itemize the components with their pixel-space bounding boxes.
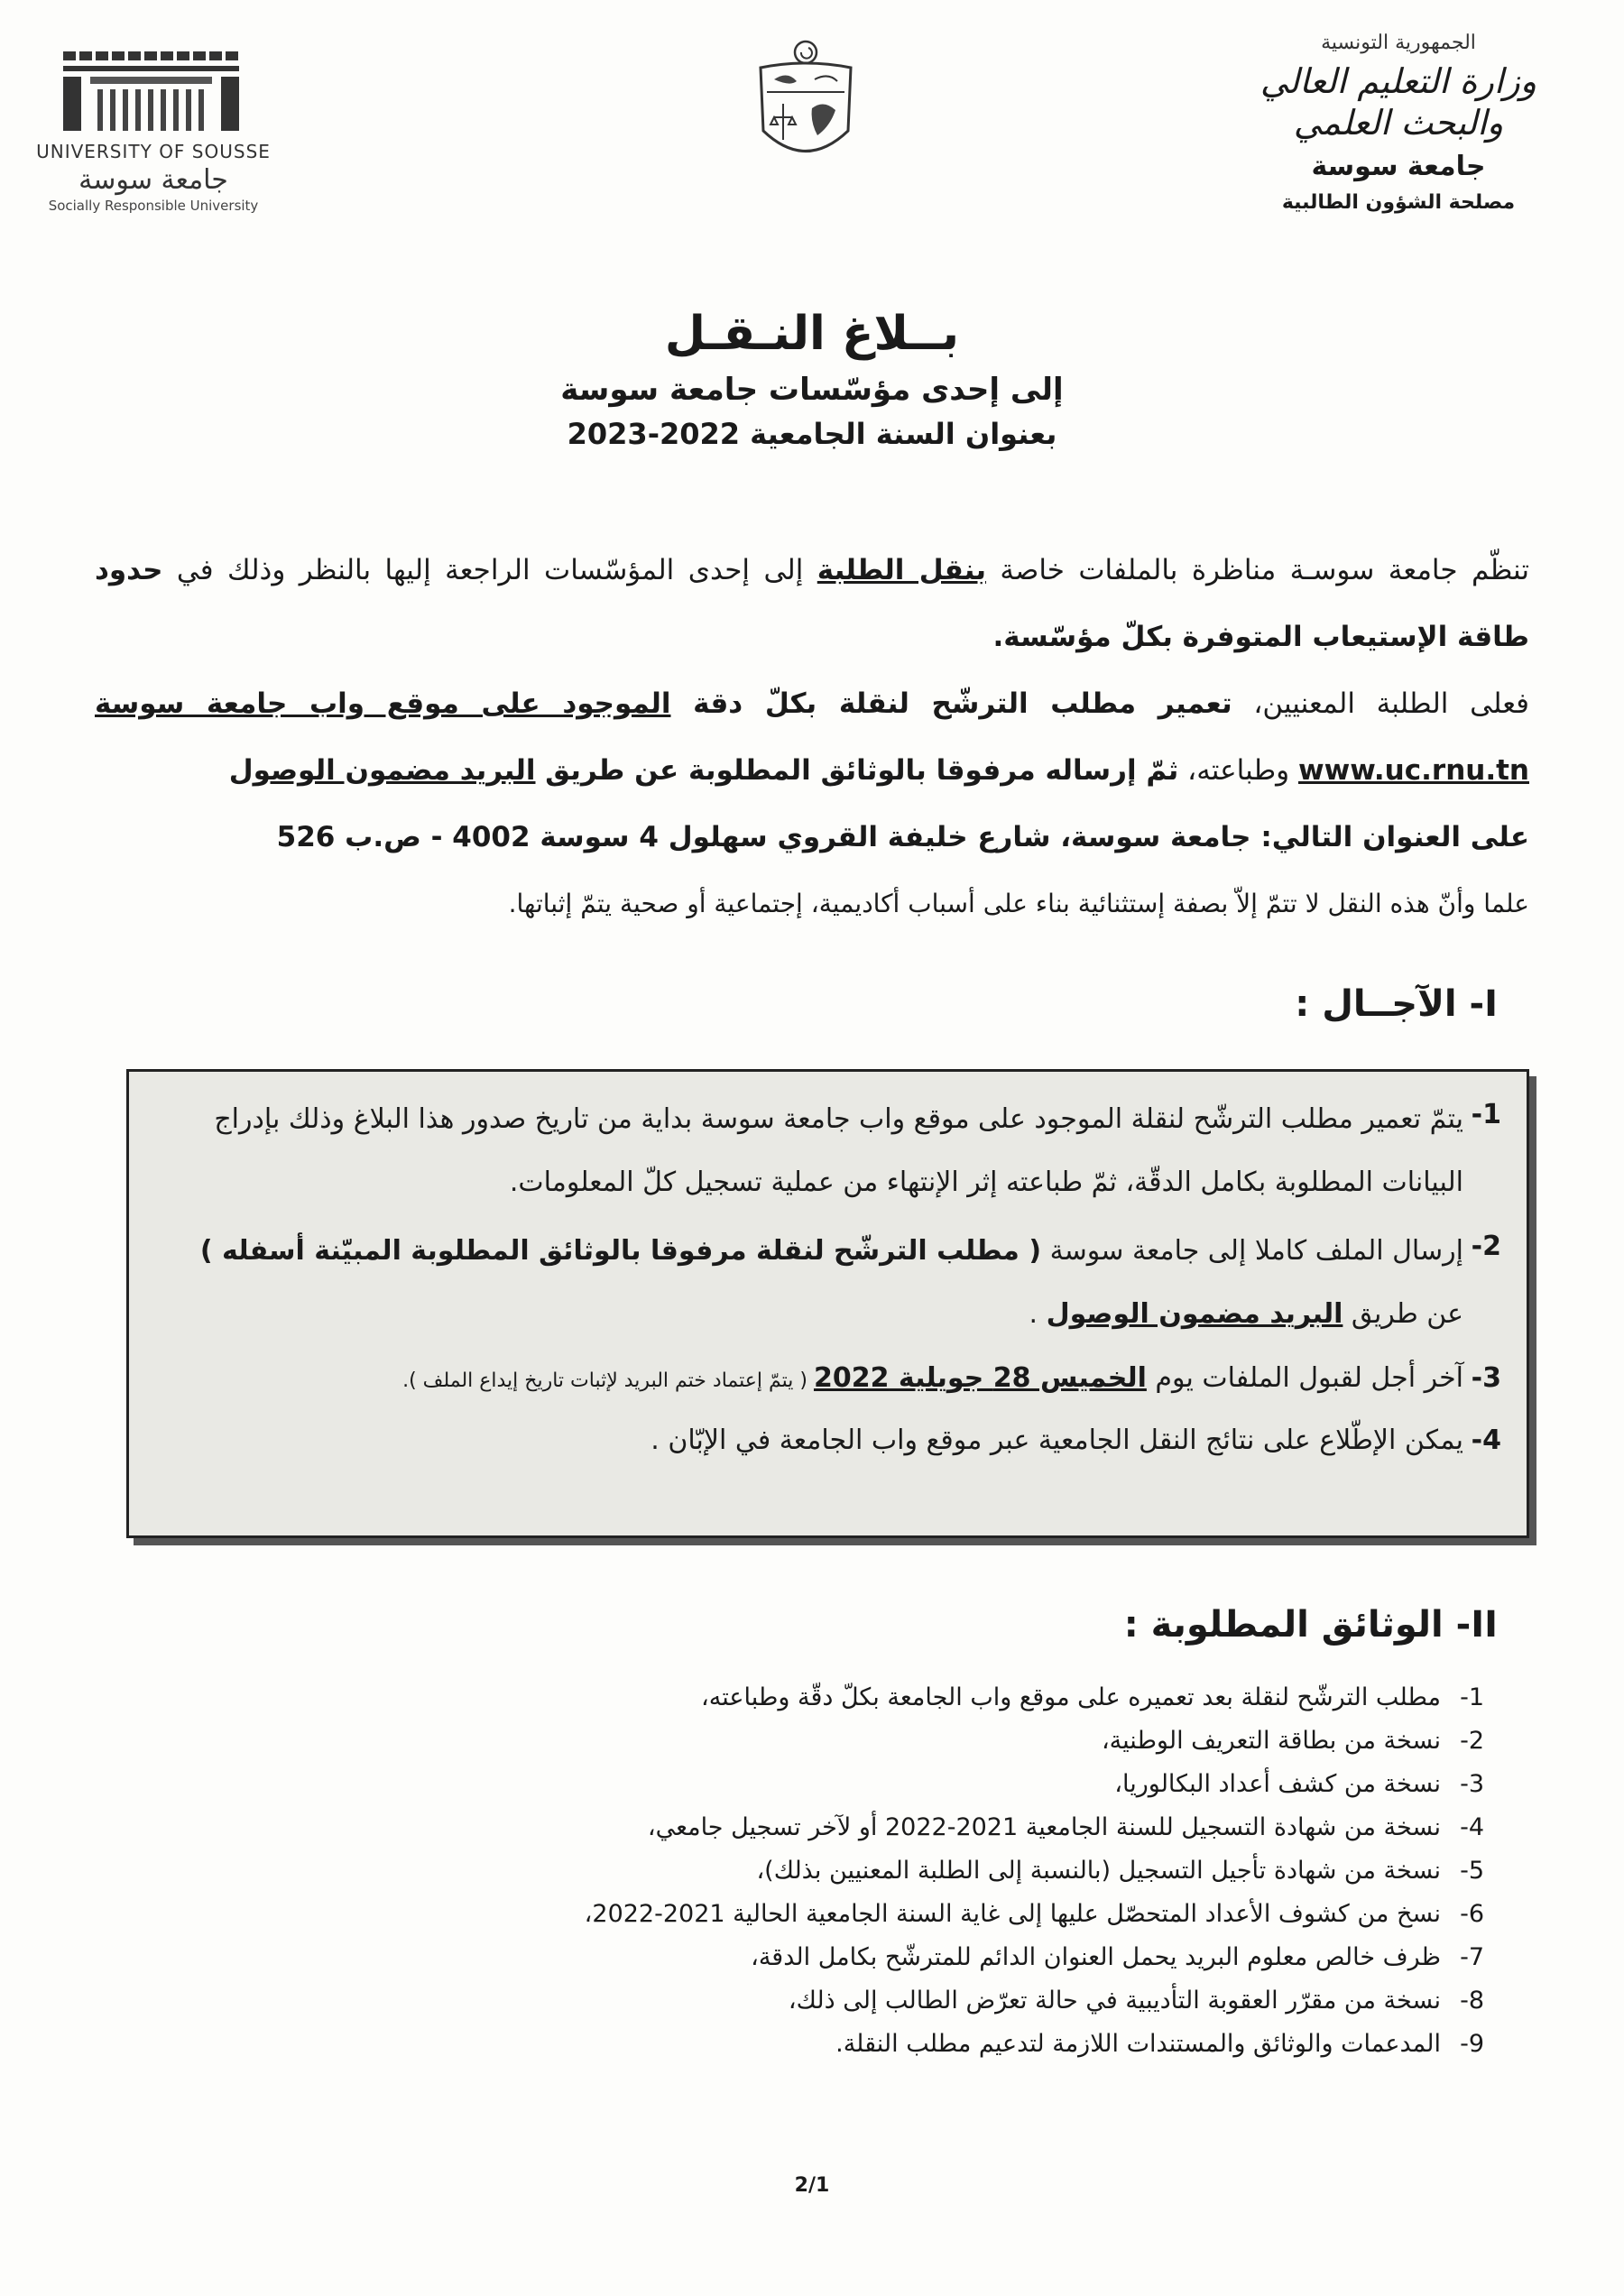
item-text: المدعمات والوثائق والمستندات اللازمة لتدعيم مطلب النقلة.	[835, 2030, 1441, 2058]
item-text: مطلب الترشّح لنقلة بعد تعميره على موقع واب الجامعة بكلّ دقّة وطباعته،	[701, 1683, 1441, 1711]
intro-text-part: تنظّم جامعة سوسـة مناظرة بالملفات خاصة	[985, 554, 1529, 586]
item-number: 7-	[1460, 1943, 1484, 1971]
list-item	[221, 1936, 1484, 1979]
intro-emphasis: بنقل الطلبة	[817, 554, 986, 586]
item-text: نسخة من كشف أعداد البكالوريا،	[1114, 1770, 1441, 1798]
item-number: 3-	[1471, 1362, 1501, 1394]
intro-emphasis: حدود طاقة الإستيعاب المتوفرة بكلّ مؤسّسة.	[95, 554, 1529, 653]
ministry-label: وزارة التعليم العالي والبحث العلمي	[1260, 61, 1537, 143]
item-text-part: ( يتمّ إعتماد ختم البريد لإثبات تاريخ إيداع الملف ).	[402, 1369, 814, 1392]
item-text: نسخة من شهادة التسجيل للسنة الجامعية 2021-2022 أو لآخر تسجيل جامعي،	[647, 1813, 1441, 1841]
academic-year: بعنوان السنة الجامعية 2022-2023	[567, 417, 1057, 451]
list-item	[221, 1979, 1484, 2023]
item-number: 9-	[1460, 2030, 1484, 2058]
coat-of-arms-icon	[747, 36, 864, 171]
item-emphasis: ( مطلب الترشّح لنقلة مرفوقا بالوثائق المطلوبة المبيّنة أسفله )	[199, 1235, 1042, 1267]
list-item	[221, 1763, 1484, 1806]
deadline-item	[154, 1220, 1501, 1346]
list-item	[221, 2023, 1484, 2066]
tunisia-emblem	[747, 36, 864, 175]
ministry-header	[1209, 32, 1588, 214]
intro-text-part: فعلى الطلبة المعنيين،	[1232, 687, 1529, 720]
deadline-item	[154, 1088, 1501, 1214]
item-text: يتمّ تعمير مطلب الترشّح لنقلة الموجود على موقع واب جامعة سوسة بداية من تاريخ صدور هذا البلاغ وذلك بإدراج البيانات المطلوبة بكامل الدقّة، ثمّ طباعته إثر الإنتهاء من عملية تسجيل كلّ المعلومات.	[214, 1103, 1463, 1198]
republic-label: الجمهورية التونسية	[1321, 32, 1476, 54]
item-text: ظرف خالص معلوم البريد يحمل العنوان الدائم للمترشّح بكامل الدقة،	[751, 1943, 1441, 1971]
deadline-item	[154, 1351, 1501, 1408]
university-label: جامعة سوسة	[1311, 151, 1486, 183]
item-emphasis: البريد مضمون الوصول	[1046, 1298, 1343, 1330]
page-title: بــلاغ النـقـل	[664, 307, 960, 361]
item-number: 6-	[1460, 1900, 1484, 1928]
intro-emphasis: الموجود على موقع واب جامعة سوسة	[95, 687, 671, 720]
item-text-part: آخر أجل لقبول الملفات يوم	[1146, 1362, 1463, 1394]
item-number: 3-	[1460, 1770, 1484, 1798]
item-number: 8-	[1460, 1987, 1484, 2015]
list-item	[221, 1720, 1484, 1763]
page-subtitle: إلى إحدى مؤسّسات جامعة سوسة	[560, 372, 1064, 408]
intro-text-part: وطباعته،	[1178, 754, 1298, 787]
list-item	[221, 1849, 1484, 1893]
list-item	[221, 1893, 1484, 1936]
university-building-icon	[54, 50, 253, 135]
deadline-item	[154, 1414, 1501, 1468]
intro-emphasis: ثمّ إرساله مرفوقا بالوثائق المطلوبة عن طريق	[535, 754, 1179, 787]
intro-paragraph-2	[95, 670, 1529, 804]
intro-address: على العنوان التالي: جامعة سوسة، شارع خليفة القروي سهلول 4 سوسة 4002 - ص.ب 526	[276, 821, 1529, 853]
item-text: نسخ من كشوف الأعداد المتحصّل عليها إلى غاية السنة الجامعية الحالية 2021-2022،	[584, 1900, 1441, 1928]
university-name-ar: جامعة سوسة	[78, 164, 228, 196]
section-documents-heading: II- الوثائق المطلوبة :	[1123, 1604, 1498, 1646]
page-number: 2/1	[794, 2174, 830, 2197]
section-deadlines-heading: I- الآجــال :	[1295, 983, 1498, 1025]
intro-paragraph-1	[95, 537, 1529, 670]
intro-text-part: إلى إحدى المؤسّسات الراجعة إليها بالنظر وذلك في	[162, 554, 817, 586]
university-name-en: UNIVERSITY OF SOUSSE	[36, 141, 271, 162]
item-number: 1-	[1460, 1683, 1484, 1711]
university-logo	[36, 50, 271, 214]
intro-emphasis: البريد مضمون الوصول	[228, 754, 536, 787]
deadline-date: الخميس 28 جويلية 2022	[813, 1362, 1147, 1394]
item-number: 4-	[1471, 1425, 1501, 1456]
required-documents-list	[221, 1676, 1484, 2066]
item-number: 5-	[1460, 1857, 1484, 1885]
item-text: نسخة من مقرّر العقوبة التأديبية في حالة تعرّض الطالب إلى ذلك،	[788, 1987, 1441, 2015]
item-text: يمكن الإطّلاع على نتائج النقل الجامعية عبر موقع واب الجامعة في الإبّان .	[651, 1425, 1463, 1456]
list-item	[221, 1806, 1484, 1849]
item-text	[154, 1220, 1463, 1346]
list-item	[221, 1676, 1484, 1720]
service-label: مصلحة الشؤون الطالبية	[1281, 191, 1516, 215]
website-link[interactable]: www.uc.rnu.tn	[1297, 754, 1529, 787]
intro-emphasis: تعمير مطلب الترشّح لنقلة بكلّ دقة	[670, 687, 1232, 720]
intro-note: علما وأنّ هذه النقل لا تتمّ إلاّ بصفة إستثنائية بناء على أسباب أكاديمية، إجتماعية أو صحية يتمّ إثباتها.	[508, 889, 1529, 918]
title-block	[0, 307, 1624, 451]
item-text: نسخة من بطاقة التعريف الوطنية،	[1101, 1727, 1441, 1755]
intro-text	[95, 537, 1529, 937]
item-text-part: إرسال الملف كاملا إلى جامعة سوسة	[1041, 1235, 1463, 1267]
deadlines-box	[126, 1069, 1529, 1538]
item-number: 1-	[1471, 1099, 1501, 1130]
item-number: 2-	[1460, 1727, 1484, 1755]
item-text-part: .	[1029, 1298, 1047, 1330]
item-text: نسخة من شهادة تأجيل التسجيل (بالنسبة إلى الطلبة المعنيين بذلك)،	[756, 1857, 1441, 1885]
item-text-part: عن طريق	[1343, 1298, 1463, 1330]
item-text	[154, 1351, 1463, 1408]
university-tagline: Socially Responsible University	[48, 198, 259, 214]
item-number: 4-	[1460, 1813, 1484, 1841]
item-number: 2-	[1471, 1231, 1501, 1262]
